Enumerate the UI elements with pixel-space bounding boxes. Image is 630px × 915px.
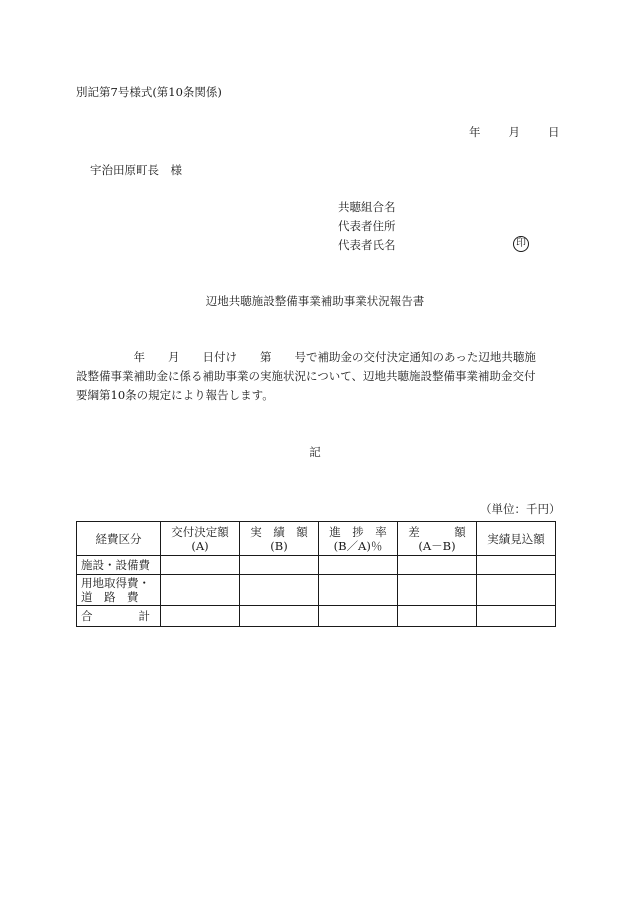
date-month: 月 bbox=[508, 125, 520, 139]
row-label-facility-equipment: 施設・設備費 bbox=[77, 556, 161, 575]
cell bbox=[240, 575, 319, 606]
date-day: 日 bbox=[548, 125, 560, 139]
body-line-3: 要綱第10条の規定により報告します。 bbox=[76, 388, 274, 402]
document-title: 辺地共聴施設整備事業補助事業状況報告書 bbox=[205, 294, 425, 308]
header-difference: 差 額 (A－B) bbox=[398, 522, 477, 556]
body-line-1: 年 月 日付け 第 号で補助金の交付決定通知のあった辺地共聴施 bbox=[76, 350, 536, 364]
cell bbox=[240, 606, 319, 627]
cell bbox=[319, 575, 398, 606]
cell bbox=[240, 556, 319, 575]
header-grant-decision-amount: 交付決定額 (A) bbox=[161, 522, 240, 556]
table-header-row bbox=[77, 522, 556, 556]
header-progress-rate: 進 捗 率 (B／A)％ bbox=[319, 522, 398, 556]
cell bbox=[477, 575, 556, 606]
cell bbox=[319, 556, 398, 575]
ki-heading: 記 bbox=[309, 445, 321, 459]
table-row bbox=[77, 606, 556, 627]
cell bbox=[398, 556, 477, 575]
row-label-total: 合 計 bbox=[77, 606, 161, 627]
body-paragraph bbox=[76, 348, 554, 405]
form-identifier: 別記第7号様式(第10条関係) bbox=[76, 85, 222, 99]
cell bbox=[161, 556, 240, 575]
cell bbox=[477, 556, 556, 575]
header-actual-amount: 実 績 額 (B) bbox=[240, 522, 319, 556]
representative-address-label: 代表者住所 bbox=[338, 219, 396, 233]
header-expected-actual-amount: 実績見込額 bbox=[477, 522, 556, 556]
addressee: 宇治田原町長 様 bbox=[90, 163, 182, 177]
cell bbox=[161, 606, 240, 627]
sender-block bbox=[338, 198, 396, 255]
table-row bbox=[77, 556, 556, 575]
cell bbox=[161, 575, 240, 606]
representative-name-label: 代表者氏名 bbox=[338, 238, 396, 252]
association-name-label: 共聴組合名 bbox=[338, 200, 396, 214]
header-expense-category: 経費区分 bbox=[77, 522, 161, 556]
cell bbox=[319, 606, 398, 627]
date-line bbox=[469, 124, 560, 140]
row-label-land-road: 用地取得費・ 道 路 費 bbox=[77, 575, 161, 606]
seal-mark: 印 bbox=[513, 236, 529, 252]
date-year: 年 bbox=[469, 125, 481, 139]
expense-table bbox=[76, 521, 556, 627]
cell bbox=[398, 606, 477, 627]
body-line-2: 設整備事業補助金に係る補助事業の実施状況について、辺地共聴施設整備事業補助金交付 bbox=[76, 369, 536, 383]
unit-note: （単位：千円） bbox=[480, 502, 561, 516]
cell bbox=[477, 606, 556, 627]
cell bbox=[398, 575, 477, 606]
table-row bbox=[77, 575, 556, 606]
